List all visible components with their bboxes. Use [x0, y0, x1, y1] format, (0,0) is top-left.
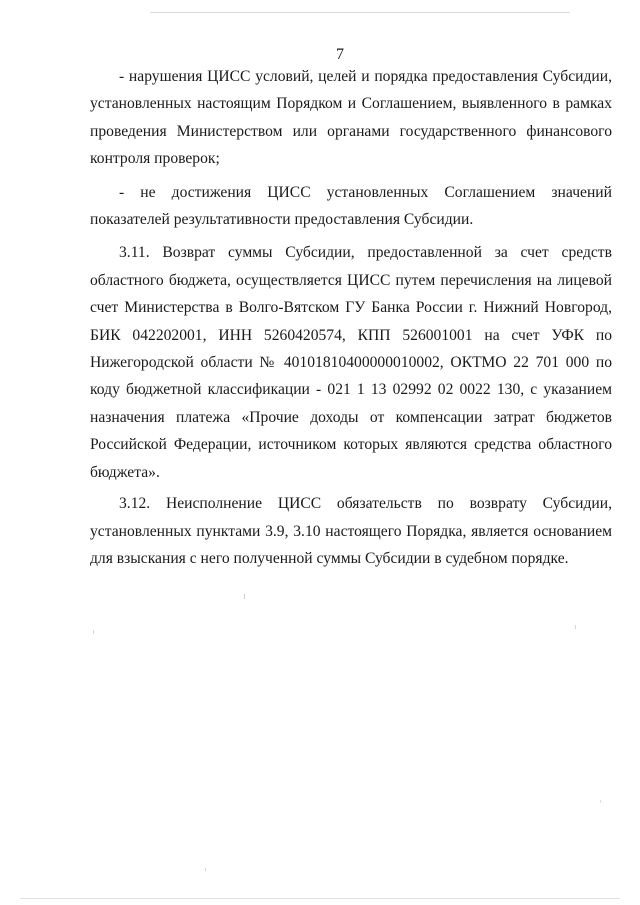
- document-body: [90, 63, 612, 572]
- paragraph-3-11-refund: 3.11. Возврат суммы Субсидии, предоставленной за счет средств областного бюджета, осуществляется ЦИСС путем перечисления на лицевой счет Министерства в Волго-Вятском ГУ Банка России г. Нижний Новгород, БИК 042202001, ИНН 5260420574, КПП 526001001 на счет УФК по Нижегородской области № 40101810400000010002, ОКТМО 22 701 000 по коду бюджетной классификации - 021 1 13 02992 02 0022 130, с указанием назначения платежа «Прочие доходы от компенсации затрат бюджетов Российской Федерации, источником которых являются средства областного бюджета».: [90, 244, 612, 481]
- scan-edge-mark: [150, 12, 570, 13]
- scan-edge-mark: [20, 898, 620, 899]
- scan-dot: [600, 800, 601, 803]
- paragraph-not-achieved-indicators: - не достижения ЦИСС установленных Соглашением значений показателей результативности предоставления Субсидии.: [90, 183, 612, 229]
- paragraph-violation-conditions: - нарушения ЦИСС условий, целей и порядка предоставления Субсидии, установленных настоящим Порядком и Соглашением, выявленного в рамках проведения Министерством или органами государственного финансового контроля проверок;: [90, 68, 612, 168]
- scan-dot: [93, 630, 94, 634]
- page-number: 7: [336, 46, 344, 63]
- scan-dot: [205, 868, 206, 871]
- scan-dot: [575, 625, 576, 629]
- paragraph-3-12-non-fulfillment: 3.12. Неисполнение ЦИСС обязательств по возврату Субсидии, установленных пунктами 3.9, 3.10 настоящего Порядка, является основанием для взыскания с него полученной суммы Субсидии в судебном порядке.: [90, 495, 612, 567]
- scan-dot: [244, 594, 245, 599]
